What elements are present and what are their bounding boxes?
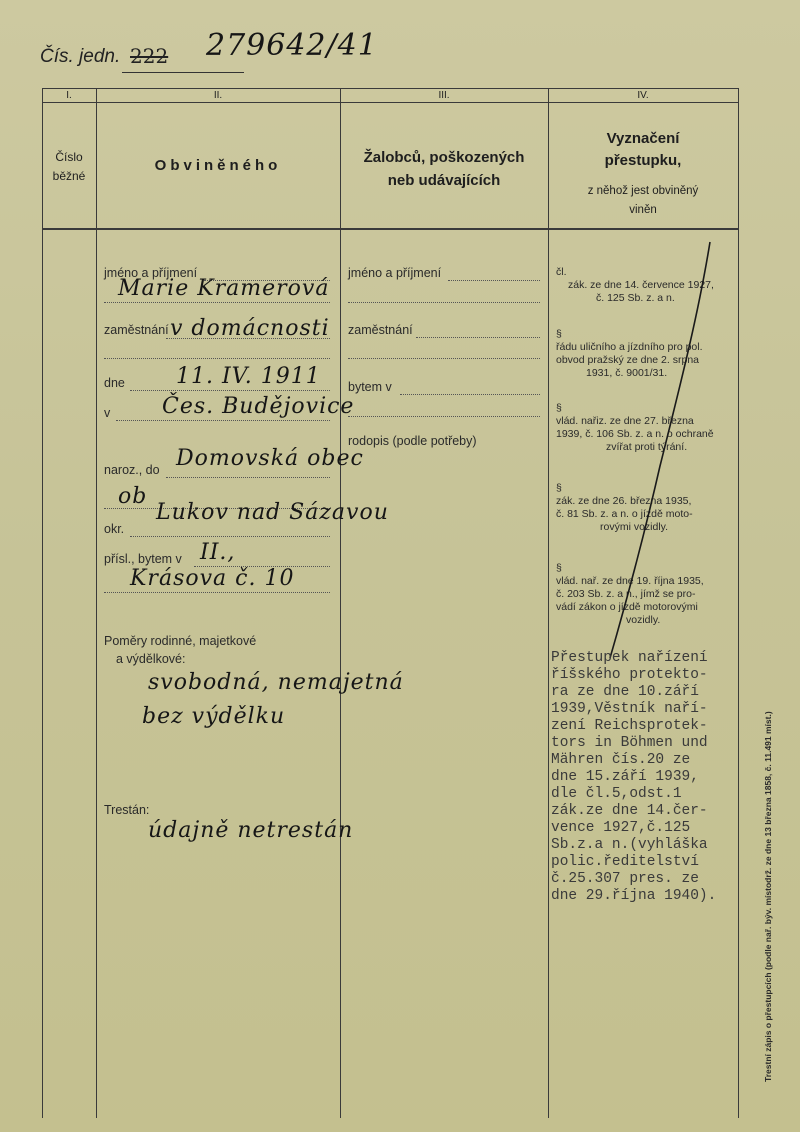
law-5-line-1: §: [556, 562, 562, 574]
table-left-border: [42, 88, 43, 1118]
typed-line: dne 15.září 1939,: [551, 769, 699, 785]
col-divider-1: [96, 88, 97, 1118]
typed-line: Sb.z.a n.(vyhláška: [551, 837, 708, 853]
col-2-number: II.: [213, 90, 223, 101]
side-note: Trestní zápis o přestupcích (podle nař. býv. místodrž. ze dne 13 března 1858, č. 11.491 míst.): [763, 711, 773, 1082]
typed-line: Mähren čís.20 ze: [551, 752, 691, 768]
plaintiff-occupation-label: zaměstnání: [348, 323, 413, 337]
law-3-line-3: 1939, č. 106 Sb. z. a n. o ochraně: [556, 428, 714, 440]
accused-date-line: [130, 390, 330, 391]
law-5-line-2: vlád. nař. ze dne 19. října 1935,: [556, 575, 704, 587]
typed-line: zák.ze dne 14.čer-: [551, 803, 708, 819]
law-4-line-3: č. 81 Sb. z. a n. o jízdě moto-: [556, 508, 693, 520]
accused-occupation-line: [166, 338, 330, 339]
strike-mark: 222: [130, 44, 169, 68]
typed-line: říšského protekto-: [551, 667, 708, 683]
accused-family-label-1: Poměry rodinné, majetkové: [104, 634, 257, 648]
law-3-line-4: zvířat proti týrání.: [606, 441, 688, 453]
law-4-line-4: rovými vozidly.: [600, 521, 669, 533]
accused-occupation-line-2: [104, 358, 330, 359]
accused-residence-line-2: [104, 592, 330, 593]
accused-punished-value: údajně netrestán: [148, 818, 354, 843]
accused-place-label: v: [104, 406, 111, 420]
col-1-number: I.: [66, 90, 72, 101]
accused-name-line-2: [104, 302, 330, 303]
accused-district-label: okr.: [104, 522, 125, 536]
law-1-line-2: zák. ze dne 14. července 1927,: [568, 279, 714, 291]
cis-jedn-value: 279642/41: [206, 28, 378, 63]
accused-district-value: Lukov nad Sázavou: [156, 500, 389, 525]
accused-date-value: 11. IV. 1911: [176, 364, 321, 389]
plaintiff-residence-line: [400, 394, 540, 395]
typed-line: tors in Böhmen und: [551, 735, 708, 751]
plaintiff-name-line: [448, 280, 540, 281]
law-1-line-3: č. 125 Sb. z. a n.: [596, 292, 675, 304]
typed-line: č.25.307 pres. ze: [551, 871, 699, 887]
accused-residence-value: II.,: [200, 540, 236, 565]
law-2-line-3: obvod pražský ze dne 2. srpna: [556, 354, 700, 366]
table-numbers-border: [42, 102, 738, 103]
law-2-line-4: 1931, č. 9001/31.: [586, 367, 668, 379]
col-4-subtitle: z něhož jest obviněný viněn: [587, 185, 699, 216]
col-divider-2: [340, 88, 341, 1118]
plaintiff-residence-line-2: [348, 416, 540, 417]
law-3-line-1: §: [556, 402, 562, 414]
plaintiff-residence-label: bytem v: [348, 380, 392, 394]
accused-punished-label: Trestán:: [104, 803, 150, 817]
law-4-line-1: §: [556, 482, 562, 494]
typed-line: dle čl.5,odst.1: [551, 786, 682, 802]
law-5-line-3: č. 203 Sb. z. a n., jímž se pro-: [556, 588, 696, 600]
cis-jedn-underline: [122, 72, 244, 73]
cross-out-stroke: [548, 236, 738, 666]
accused-occupation-label: zaměstnání: [104, 323, 169, 337]
col-4-number: IV.: [637, 90, 649, 101]
typed-line: ra ze dne 10.září: [551, 684, 699, 700]
plaintiff-bio-label: rodopis (podle potřeby): [348, 434, 477, 448]
accused-born-value: Domovská obec: [176, 446, 364, 471]
table-right-border: [738, 88, 739, 1118]
accused-born-label: naroz., do: [104, 463, 160, 477]
plaintiff-occupation-line-2: [348, 358, 540, 359]
accused-family-label-2: a výdělkové:: [116, 652, 186, 666]
plaintiff-name-line-2: [348, 302, 540, 303]
law-5-line-5: vozidly.: [626, 614, 661, 626]
col-3-number: III.: [438, 90, 450, 101]
law-5-line-4: vádí zákon o jízdě motorovými: [556, 601, 698, 613]
cis-jedn-label: Čís. jedn.: [40, 46, 121, 67]
accused-name-label: jméno a příjmení: [104, 266, 198, 280]
law-4-line-2: zák. ze dne 26. března 1935,: [556, 495, 692, 507]
col-3-title: Žalobců, poškozených neb udávajících: [363, 149, 525, 189]
law-3-line-2: vlád. nařiz. ze dne 27. března: [556, 415, 694, 427]
accused-born-value-2: ob: [118, 484, 148, 509]
accused-district-line: [130, 536, 330, 537]
col-4-title: Vyznačení přestupku,: [604, 130, 682, 169]
accused-family-value-2: bez výdělku: [142, 704, 286, 729]
law-2-line-2: řádu uličního a jízdního pro pol.: [556, 341, 703, 353]
table-top-border: [42, 88, 738, 89]
typed-line: Přestupek nařízení: [551, 650, 708, 666]
accused-occupation-value: v domácnosti: [170, 316, 330, 341]
plaintiff-name-label: jméno a příjmení: [348, 266, 442, 280]
accused-residence-label: přísl., bytem v: [104, 552, 182, 566]
accused-family-value-1: svobodná, nemajetná: [148, 670, 404, 695]
accused-place-line: [116, 420, 330, 421]
law-1-line-1: čl.: [556, 266, 567, 278]
accused-residence-value-2: Krásova č. 10: [130, 566, 295, 591]
accused-name-value: Marie Kramerová: [118, 276, 330, 301]
plaintiff-occupation-line: [416, 337, 540, 338]
typed-line: 1939,Věstník naří-: [551, 701, 708, 717]
law-2-line-1: §: [556, 328, 562, 340]
typed-line: dne 29.října 1940).: [551, 888, 717, 904]
typed-line: polic.ředitelství: [551, 854, 699, 870]
accused-place-value: Čes. Budějovice: [162, 394, 355, 419]
col-1-title: Číslo běžné: [52, 150, 86, 183]
col-2-title: Obviněného: [154, 157, 282, 174]
typed-offence-text: [551, 650, 716, 905]
typed-line: vence 1927,č.125: [551, 820, 691, 836]
accused-date-label: dne: [104, 376, 125, 390]
accused-born-line: [166, 477, 330, 478]
table-header-border: [42, 228, 738, 230]
typed-line: zení Reichsprotek-: [551, 718, 708, 734]
